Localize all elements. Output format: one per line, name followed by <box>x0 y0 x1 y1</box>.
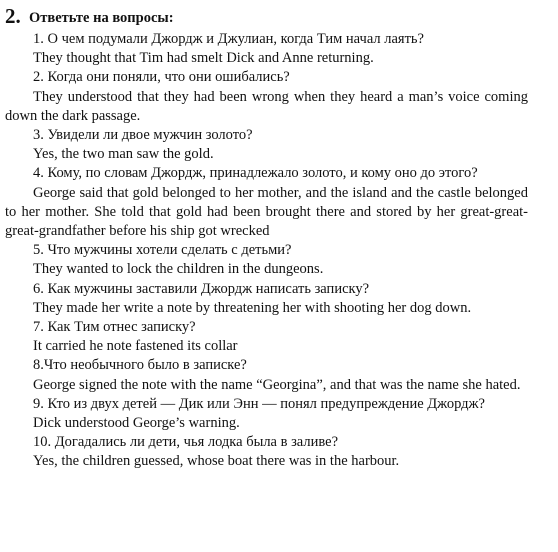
answer-7: It carried he note fastened its collar <box>33 338 238 355</box>
exercise-page <box>5 4 528 472</box>
answer-10: Yes, the children guessed, whose boat there was in the harbour. <box>33 453 400 470</box>
answer-6: They made her write a note by threatening her with shooting her dog down. <box>33 299 472 316</box>
exercise-number: 2. <box>5 4 21 28</box>
question-1: 1. О чем подумали Джордж и Джулиан, когда Тим начал лаять? <box>33 31 424 47</box>
answer-3: Yes, the two man saw the gold. <box>33 146 214 163</box>
answer-4: George said that gold belonged to her mother, and the island and the castle belonged to her mother. She told that gold had been brought there and stored by her great-great-great-grandfather before his ship got wrecked <box>5 184 528 240</box>
question-10: 10. Догадались ли дети, чья лодка была в заливе? <box>33 434 339 451</box>
question-7: 7. Как Тим отнес записку? <box>33 319 196 336</box>
exercise-heading <box>5 4 528 30</box>
question-8: 8.Что необычного было в записке? <box>33 357 247 374</box>
question-4: 4. Кому, по словам Джордж, принадлежало золото, и кому оно до этого? <box>33 165 478 182</box>
answer-9: Dick understood George’s warning. <box>33 415 240 432</box>
exercise-title: Ответьте на вопросы: <box>29 10 174 26</box>
answer-1: They thought that Tim had smelt Dick and Anne returning. <box>33 50 374 67</box>
answer-5: They wanted to lock the children in the dungeons. <box>33 261 324 278</box>
question-3: 3. Увидели ли двое мужчин золото? <box>33 127 253 144</box>
question-6: 6. Как мужчины заставили Джордж написать записку? <box>33 280 370 297</box>
answer-8: George signed the note with the name “Georgina”, and that was the name she hated. <box>33 376 521 393</box>
question-2: 2. Когда они поняли, что они ошибались? <box>33 69 290 86</box>
answer-2: They understood that they had been wrong when they heard a man’s voice coming down the dark passage. <box>5 88 528 124</box>
question-9: 9. Кто из двух детей — Дик или Энн — понял предупреждение Джордж? <box>33 395 485 412</box>
question-5: 5. Что мужчины хотели сделать с детьми? <box>33 242 292 259</box>
